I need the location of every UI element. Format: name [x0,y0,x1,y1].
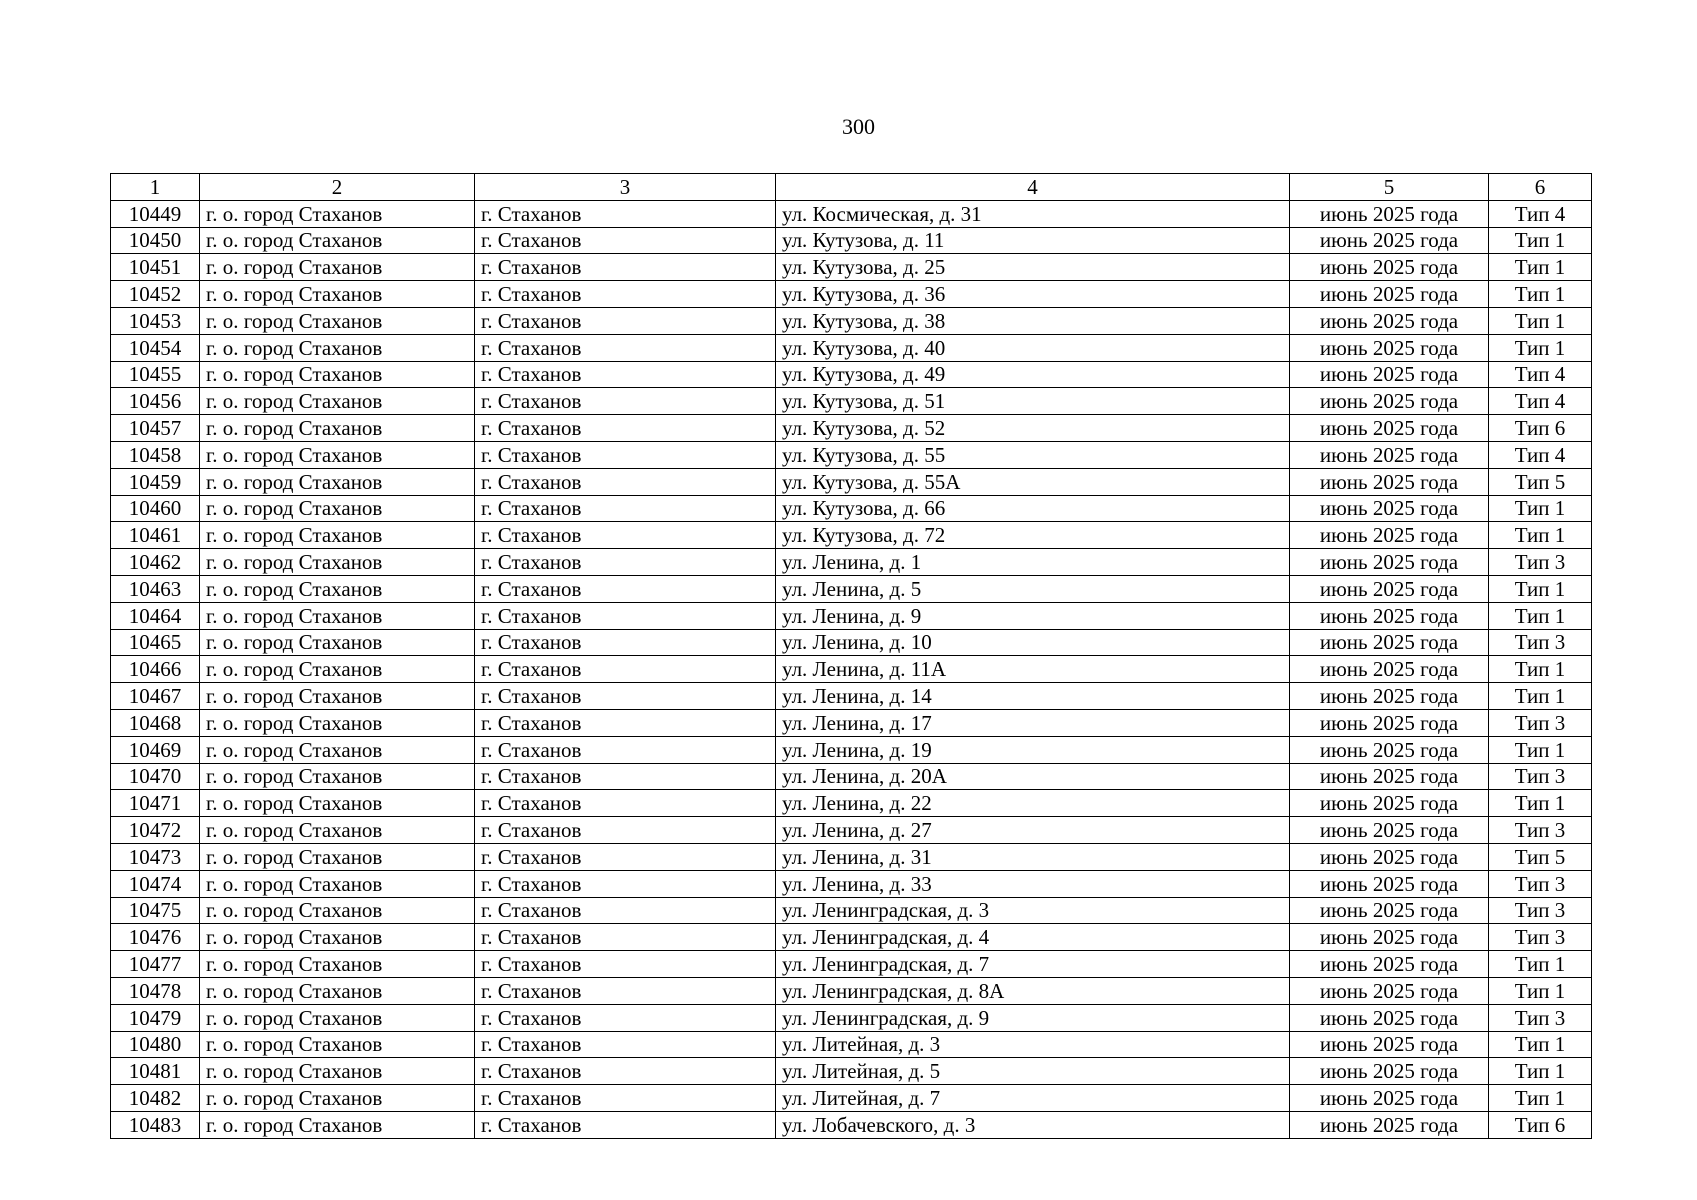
table-row [111,1111,1592,1138]
row-number-cell: 10473 [111,843,200,870]
city-cell: г. Стаханов [475,388,776,415]
row-number-cell: 10465 [111,629,200,656]
district-cell: г. о. город Стаханов [200,790,475,817]
city-cell: г. Стаханов [475,549,776,576]
district-cell: г. о. город Стаханов [200,281,475,308]
address-cell: ул. Кутузова, д. 51 [776,388,1290,415]
address-cell: ул. Литейная, д. 5 [776,1058,1290,1085]
type-cell: Тип 1 [1489,683,1592,710]
district-cell: г. о. город Стаханов [200,495,475,522]
city-cell: г. Стаханов [475,602,776,629]
district-cell: г. о. город Стаханов [200,441,475,468]
address-cell: ул. Кутузова, д. 72 [776,522,1290,549]
city-cell: г. Стаханов [475,897,776,924]
date-cell: июнь 2025 года [1290,307,1489,334]
row-number-cell: 10468 [111,709,200,736]
date-cell: июнь 2025 года [1290,1031,1489,1058]
address-cell: ул. Ленина, д. 22 [776,790,1290,817]
type-cell: Тип 1 [1489,790,1592,817]
table-row [111,388,1592,415]
row-number-cell: 10464 [111,602,200,629]
address-cell: ул. Литейная, д. 3 [776,1031,1290,1058]
type-cell: Тип 1 [1489,736,1592,763]
address-cell: ул. Литейная, д. 7 [776,1085,1290,1112]
address-cell: ул. Ленина, д. 17 [776,709,1290,736]
address-cell: ул. Ленина, д. 11А [776,656,1290,683]
city-cell: г. Стаханов [475,817,776,844]
date-cell: июнь 2025 года [1290,495,1489,522]
date-cell: июнь 2025 года [1290,468,1489,495]
type-cell: Тип 4 [1489,361,1592,388]
table-row [111,549,1592,576]
address-cell: ул. Кутузова, д. 55А [776,468,1290,495]
table-row [111,763,1592,790]
table-row [111,656,1592,683]
row-number-cell: 10456 [111,388,200,415]
table-row [111,307,1592,334]
date-cell: июнь 2025 года [1290,602,1489,629]
table-row [111,468,1592,495]
table-row [111,629,1592,656]
city-cell: г. Стаханов [475,441,776,468]
date-cell: июнь 2025 года [1290,361,1489,388]
type-cell: Тип 1 [1489,1058,1592,1085]
district-cell: г. о. город Стаханов [200,468,475,495]
table-row [111,683,1592,710]
city-cell: г. Стаханов [475,870,776,897]
district-cell: г. о. город Стаханов [200,924,475,951]
date-cell: июнь 2025 года [1290,441,1489,468]
table-row [111,254,1592,281]
city-cell: г. Стаханов [475,656,776,683]
type-cell: Тип 1 [1489,281,1592,308]
table-row [111,736,1592,763]
city-cell: г. Стаханов [475,843,776,870]
city-cell: г. Стаханов [475,683,776,710]
row-number-cell: 10452 [111,281,200,308]
row-number-cell: 10467 [111,683,200,710]
type-cell: Тип 4 [1489,200,1592,227]
row-number-cell: 10474 [111,870,200,897]
address-cell: ул. Кутузова, д. 25 [776,254,1290,281]
city-cell: г. Стаханов [475,951,776,978]
row-number-cell: 10451 [111,254,200,281]
type-cell: Тип 6 [1489,1111,1592,1138]
date-cell: июнь 2025 года [1290,977,1489,1004]
city-cell: г. Стаханов [475,254,776,281]
address-cell: ул. Ленинградская, д. 9 [776,1004,1290,1031]
row-number-cell: 10481 [111,1058,200,1085]
table-row [111,924,1592,951]
table-body [111,200,1592,1138]
page-number: 300 [842,114,875,139]
district-cell: г. о. город Стаханов [200,575,475,602]
address-cell: ул. Космическая, д. 31 [776,200,1290,227]
district-cell: г. о. город Стаханов [200,951,475,978]
type-cell: Тип 1 [1489,254,1592,281]
district-cell: г. о. город Стаханов [200,1111,475,1138]
city-cell: г. Стаханов [475,1004,776,1031]
district-cell: г. о. город Стаханов [200,415,475,442]
table-row [111,441,1592,468]
date-cell: июнь 2025 года [1290,334,1489,361]
row-number-cell: 10455 [111,361,200,388]
address-cell: ул. Ленина, д. 9 [776,602,1290,629]
type-cell: Тип 3 [1489,709,1592,736]
district-cell: г. о. город Стаханов [200,763,475,790]
type-cell: Тип 1 [1489,656,1592,683]
type-cell: Тип 1 [1489,495,1592,522]
city-cell: г. Стаханов [475,468,776,495]
registry-table [110,173,1592,1139]
type-cell: Тип 5 [1489,843,1592,870]
row-number-cell: 10476 [111,924,200,951]
type-cell: Тип 1 [1489,307,1592,334]
address-cell: ул. Ленина, д. 31 [776,843,1290,870]
header-row [111,174,1592,201]
row-number-cell: 10460 [111,495,200,522]
district-cell: г. о. город Стаханов [200,1004,475,1031]
date-cell: июнь 2025 года [1290,254,1489,281]
address-cell: ул. Ленина, д. 20А [776,763,1290,790]
row-number-cell: 10458 [111,441,200,468]
row-number-cell: 10469 [111,736,200,763]
district-cell: г. о. город Стаханов [200,629,475,656]
district-cell: г. о. город Стаханов [200,1085,475,1112]
address-cell: ул. Кутузова, д. 66 [776,495,1290,522]
type-cell: Тип 3 [1489,924,1592,951]
row-number-cell: 10470 [111,763,200,790]
row-number-cell: 10478 [111,977,200,1004]
district-cell: г. о. город Стаханов [200,1058,475,1085]
city-cell: г. Стаханов [475,763,776,790]
address-cell: ул. Ленина, д. 10 [776,629,1290,656]
type-cell: Тип 1 [1489,334,1592,361]
address-cell: ул. Кутузова, д. 40 [776,334,1290,361]
type-cell: Тип 1 [1489,602,1592,629]
date-cell: июнь 2025 года [1290,575,1489,602]
date-cell: июнь 2025 года [1290,683,1489,710]
district-cell: г. о. город Стаханов [200,709,475,736]
address-cell: ул. Кутузова, д. 49 [776,361,1290,388]
type-cell: Тип 4 [1489,388,1592,415]
date-cell: июнь 2025 года [1290,656,1489,683]
district-cell: г. о. город Стаханов [200,388,475,415]
row-number-cell: 10453 [111,307,200,334]
district-cell: г. о. город Стаханов [200,307,475,334]
row-number-cell: 10449 [111,200,200,227]
type-cell: Тип 4 [1489,441,1592,468]
city-cell: г. Стаханов [475,790,776,817]
address-cell: ул. Ленина, д. 1 [776,549,1290,576]
address-cell: ул. Ленина, д. 33 [776,870,1290,897]
district-cell: г. о. город Стаханов [200,977,475,1004]
table-row [111,790,1592,817]
address-cell: ул. Ленина, д. 5 [776,575,1290,602]
table-row [111,1058,1592,1085]
city-cell: г. Стаханов [475,575,776,602]
type-cell: Тип 1 [1489,1031,1592,1058]
date-cell: июнь 2025 года [1290,870,1489,897]
date-cell: июнь 2025 года [1290,924,1489,951]
date-cell: июнь 2025 года [1290,388,1489,415]
column-header-2: 2 [200,174,475,201]
city-cell: г. Стаханов [475,281,776,308]
address-cell: ул. Ленинградская, д. 7 [776,951,1290,978]
row-number-cell: 10471 [111,790,200,817]
date-cell: июнь 2025 года [1290,1085,1489,1112]
city-cell: г. Стаханов [475,1085,776,1112]
table-row [111,977,1592,1004]
district-cell: г. о. город Стаханов [200,602,475,629]
date-cell: июнь 2025 года [1290,951,1489,978]
city-cell: г. Стаханов [475,227,776,254]
city-cell: г. Стаханов [475,522,776,549]
table-row [111,361,1592,388]
type-cell: Тип 3 [1489,629,1592,656]
row-number-cell: 10477 [111,951,200,978]
date-cell: июнь 2025 года [1290,790,1489,817]
date-cell: июнь 2025 года [1290,817,1489,844]
row-number-cell: 10459 [111,468,200,495]
city-cell: г. Стаханов [475,629,776,656]
address-cell: ул. Ленинградская, д. 8А [776,977,1290,1004]
column-header-6: 6 [1489,174,1592,201]
row-number-cell: 10480 [111,1031,200,1058]
table-row [111,281,1592,308]
type-cell: Тип 1 [1489,227,1592,254]
column-header-4: 4 [776,174,1290,201]
address-cell: ул. Кутузова, д. 52 [776,415,1290,442]
address-cell: ул. Ленина, д. 19 [776,736,1290,763]
table-row [111,334,1592,361]
date-cell: июнь 2025 года [1290,522,1489,549]
district-cell: г. о. город Стаханов [200,817,475,844]
table-row [111,575,1592,602]
type-cell: Тип 1 [1489,951,1592,978]
row-number-cell: 10462 [111,549,200,576]
row-number-cell: 10466 [111,656,200,683]
row-number-cell: 10454 [111,334,200,361]
date-cell: июнь 2025 года [1290,763,1489,790]
row-number-cell: 10483 [111,1111,200,1138]
district-cell: г. о. город Стаханов [200,227,475,254]
district-cell: г. о. город Стаханов [200,254,475,281]
table-row [111,817,1592,844]
type-cell: Тип 6 [1489,415,1592,442]
city-cell: г. Стаханов [475,200,776,227]
column-header-5: 5 [1290,174,1489,201]
type-cell: Тип 1 [1489,1085,1592,1112]
column-header-3: 3 [475,174,776,201]
row-number-cell: 10482 [111,1085,200,1112]
type-cell: Тип 3 [1489,549,1592,576]
table-row [111,870,1592,897]
district-cell: г. о. город Стаханов [200,683,475,710]
date-cell: июнь 2025 года [1290,897,1489,924]
district-cell: г. о. город Стаханов [200,200,475,227]
type-cell: Тип 3 [1489,763,1592,790]
district-cell: г. о. город Стаханов [200,897,475,924]
table-row [111,495,1592,522]
date-cell: июнь 2025 года [1290,549,1489,576]
city-cell: г. Стаханов [475,924,776,951]
table-row [111,1031,1592,1058]
city-cell: г. Стаханов [475,736,776,763]
city-cell: г. Стаханов [475,1031,776,1058]
address-cell: ул. Лобачевского, д. 3 [776,1111,1290,1138]
type-cell: Тип 1 [1489,575,1592,602]
district-cell: г. о. город Стаханов [200,736,475,763]
address-cell: ул. Ленина, д. 27 [776,817,1290,844]
row-number-cell: 10475 [111,897,200,924]
row-number-cell: 10472 [111,817,200,844]
row-number-cell: 10479 [111,1004,200,1031]
type-cell: Тип 3 [1489,1004,1592,1031]
city-cell: г. Стаханов [475,307,776,334]
date-cell: июнь 2025 года [1290,200,1489,227]
district-cell: г. о. город Стаханов [200,870,475,897]
date-cell: июнь 2025 года [1290,1058,1489,1085]
district-cell: г. о. город Стаханов [200,843,475,870]
date-cell: июнь 2025 года [1290,843,1489,870]
address-cell: ул. Кутузова, д. 11 [776,227,1290,254]
type-cell: Тип 1 [1489,522,1592,549]
date-cell: июнь 2025 года [1290,709,1489,736]
district-cell: г. о. город Стаханов [200,1031,475,1058]
city-cell: г. Стаханов [475,709,776,736]
address-cell: ул. Ленинградская, д. 4 [776,924,1290,951]
table-row [111,227,1592,254]
address-cell: ул. Кутузова, д. 38 [776,307,1290,334]
type-cell: Тип 3 [1489,897,1592,924]
district-cell: г. о. город Стаханов [200,656,475,683]
city-cell: г. Стаханов [475,977,776,1004]
date-cell: июнь 2025 года [1290,227,1489,254]
type-cell: Тип 3 [1489,870,1592,897]
table-row [111,897,1592,924]
date-cell: июнь 2025 года [1290,1004,1489,1031]
address-cell: ул. Кутузова, д. 55 [776,441,1290,468]
date-cell: июнь 2025 года [1290,281,1489,308]
address-cell: ул. Ленинградская, д. 3 [776,897,1290,924]
table-row [111,951,1592,978]
table-row [111,709,1592,736]
column-header-1: 1 [111,174,200,201]
table-row [111,602,1592,629]
district-cell: г. о. город Стаханов [200,334,475,361]
address-cell: ул. Ленина, д. 14 [776,683,1290,710]
date-cell: июнь 2025 года [1290,629,1489,656]
address-cell: ул. Кутузова, д. 36 [776,281,1290,308]
district-cell: г. о. город Стаханов [200,361,475,388]
date-cell: июнь 2025 года [1290,1111,1489,1138]
type-cell: Тип 1 [1489,977,1592,1004]
row-number-cell: 10463 [111,575,200,602]
table-row [111,522,1592,549]
city-cell: г. Стаханов [475,1111,776,1138]
city-cell: г. Стаханов [475,334,776,361]
city-cell: г. Стаханов [475,361,776,388]
table-row [111,415,1592,442]
table-row [111,843,1592,870]
row-number-cell: 10461 [111,522,200,549]
row-number-cell: 10457 [111,415,200,442]
type-cell: Тип 3 [1489,817,1592,844]
date-cell: июнь 2025 года [1290,736,1489,763]
city-cell: г. Стаханов [475,415,776,442]
type-cell: Тип 5 [1489,468,1592,495]
district-cell: г. о. город Стаханов [200,549,475,576]
city-cell: г. Стаханов [475,495,776,522]
row-number-cell: 10450 [111,227,200,254]
date-cell: июнь 2025 года [1290,415,1489,442]
city-cell: г. Стаханов [475,1058,776,1085]
table-row [111,200,1592,227]
district-cell: г. о. город Стаханов [200,522,475,549]
table-row [111,1085,1592,1112]
table-row [111,1004,1592,1031]
